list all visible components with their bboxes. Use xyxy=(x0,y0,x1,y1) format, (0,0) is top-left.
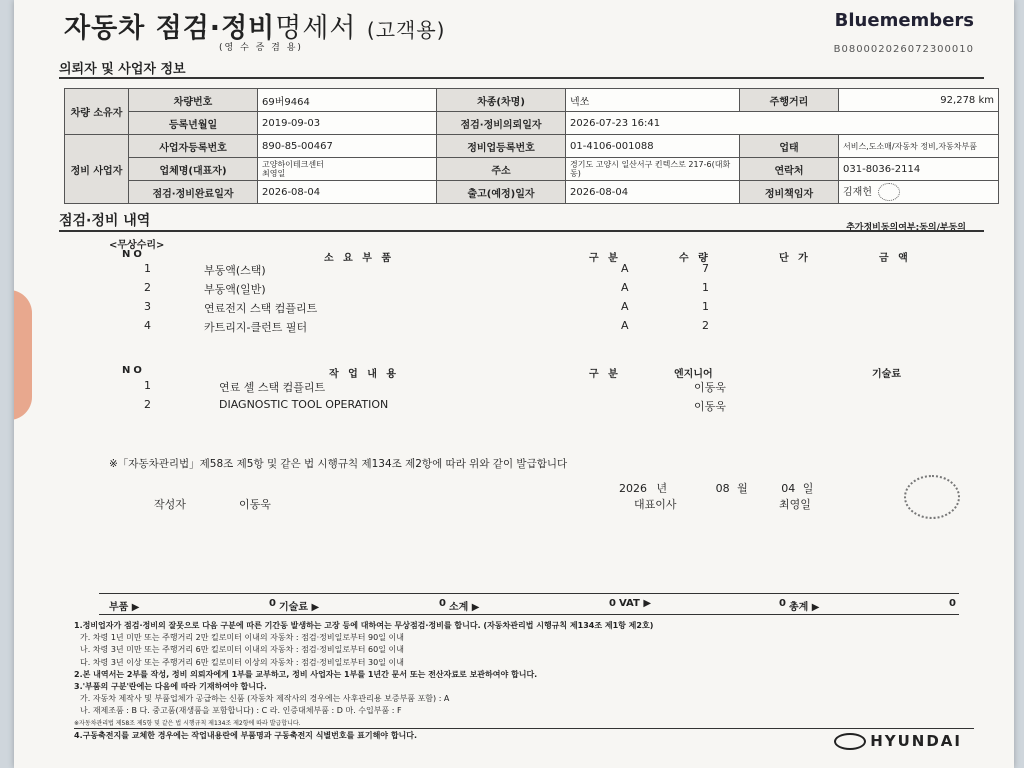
done-date: 2026-08-04 xyxy=(258,181,437,204)
parts-header-amount: 금 액 xyxy=(879,253,911,264)
works-row-name: DIAGNOSTIC TOOL OPERATION xyxy=(219,398,389,411)
owner-group-label: 차량 소유자 xyxy=(65,89,129,135)
legal-note-line: 가. 자동차 제작사 및 부품업체가 공급하는 신품 (자동차 제작사의 경우에는 사후관리용 보증부품 포함) : A xyxy=(80,694,450,704)
parts-row-no: 1 xyxy=(144,262,151,275)
total-value: 0 xyxy=(949,598,956,609)
info-table xyxy=(64,88,999,204)
parts-row-no: 4 xyxy=(144,319,151,332)
parts-row-name: 부동액(스택) xyxy=(204,264,266,277)
legal-notes xyxy=(74,620,954,742)
manager-stamp-icon xyxy=(878,183,900,201)
parts-header-no: NO xyxy=(122,249,145,260)
divider xyxy=(99,614,959,615)
parts-row-name: 카트리지-클런트 필터 xyxy=(204,321,308,334)
divider xyxy=(99,593,959,594)
address-label: 주소 xyxy=(437,158,566,181)
parts-row-name: 연료전지 스택 컴플리트 xyxy=(204,302,318,315)
works-header-engineer: 엔지니어 xyxy=(674,369,713,380)
legal-note-line: ※자동차관리법 제58조 제5항 및 같은 법 시행규칙 제134조 제2항에 따라 발급합니다. xyxy=(74,719,301,727)
writer-label: 작성자 xyxy=(154,498,186,511)
works-header-fee: 기술료 xyxy=(872,369,901,380)
works-header-no: NO xyxy=(122,365,145,376)
contact: 031-8036-2114 xyxy=(839,158,999,181)
address: 경기도 고양시 일산서구 킨텍스로 217-6(대화동) xyxy=(566,158,740,181)
manager: 김재헌 xyxy=(843,187,872,198)
title-paren: (고객용) xyxy=(366,18,446,42)
ceo-name: 최영일 xyxy=(779,498,811,511)
release-date-label: 출고(예정)일자 xyxy=(437,181,566,204)
parts-row-no: 2 xyxy=(144,281,151,294)
repair-no-label: 정비업등록번호 xyxy=(437,135,566,158)
section-info-title: 의뢰자 및 사업자 정보 xyxy=(59,62,186,77)
hyundai-logo-text: HYUNDAI xyxy=(870,732,962,750)
issuance-notice: ※「자동차관리법」제58조 제5항 및 같은 법 시행규칙 제134조 제2항에 따라 위와 같이 발급합니다 xyxy=(109,458,568,470)
parts-row-name: 부동액(일반) xyxy=(204,283,266,296)
parts-row-type: A xyxy=(621,262,629,275)
total-value: 0 xyxy=(269,598,276,609)
model-label: 차종(차명) xyxy=(437,89,566,112)
release-date: 2026-08-04 xyxy=(566,181,740,204)
reg-date-label: 등록년월일 xyxy=(129,112,258,135)
legal-note-line: 2.본 내역서는 2부를 작성, 정비 의뢰자에게 1부를 교부하고, 정비 사업자는 1부를 1년간 문서 또는 전산자료로 보관하여야 합니다. xyxy=(74,669,538,679)
total-label: 부품 ▶ xyxy=(109,602,140,613)
total-label: 총계 ▶ xyxy=(789,602,820,613)
company-rep: 최영일 xyxy=(262,169,286,178)
works-row-engineer: 이동욱 xyxy=(694,381,726,394)
total-label: 기술료 ▶ xyxy=(279,602,320,613)
works-row-engineer: 이동욱 xyxy=(694,400,726,413)
biz-type: 서비스,도소매/자동차 정비,자동차부품 xyxy=(839,135,999,158)
request-date-label: 점검·정비의뢰일자 xyxy=(437,112,566,135)
manager-cell xyxy=(839,181,999,204)
works-row-no: 1 xyxy=(144,379,151,392)
finger-holding-paper xyxy=(14,290,32,420)
title-light: 명세서 xyxy=(275,13,357,44)
total-value: 0 xyxy=(609,598,616,609)
parts-row-type: A xyxy=(621,319,629,332)
vehicle-no: 69버9464 xyxy=(258,89,437,112)
issue-day: 04 xyxy=(781,482,796,495)
company-name-cell xyxy=(258,158,437,181)
brand-logo-text: Bluemembers xyxy=(834,10,974,31)
hyundai-mark-icon xyxy=(834,733,866,750)
contact-label: 연락처 xyxy=(740,158,839,181)
divider xyxy=(59,77,984,79)
parts-header-name: 소 요 부 품 xyxy=(324,253,395,264)
works-row-no: 2 xyxy=(144,398,151,411)
section-detail-title: 점검·정비 내역 xyxy=(59,213,151,229)
total-label: VAT ▶ xyxy=(619,598,652,609)
parts-row-no: 3 xyxy=(144,300,151,313)
repair-no: 01-4106-001088 xyxy=(566,135,740,158)
request-date: 2026-07-23 16:41 xyxy=(566,112,999,135)
mileage-label: 주행거리 xyxy=(740,89,839,112)
issue-date xyxy=(619,480,813,496)
legal-note-line: 1.정비업자가 점검·정비의 잘못으로 다음 구분에 따른 기간동 발생하는 고장 등에 대하여는 무상점검·정비를 합니다. (자동차관리법 시행규칙 제134조 제1항 제2호) xyxy=(74,621,654,630)
mileage: 92,278 km xyxy=(839,89,999,112)
parts-row-qty: 1 xyxy=(702,300,709,313)
document-number: B080002026072300010 xyxy=(833,44,974,55)
total-label: 소계 ▶ xyxy=(449,602,480,613)
works-header-type: 구 분 xyxy=(589,369,621,380)
works-header-name: 작 업 내 용 xyxy=(329,369,400,380)
parts-header-price: 단 가 xyxy=(779,253,811,264)
parts-row-type: A xyxy=(621,281,629,294)
parts-row-qty: 1 xyxy=(702,281,709,294)
company-name-label: 업체명(대표자) xyxy=(129,158,258,181)
legal-note-line: 가. 차령 1년 미만 또는 주행거리 2만 킬로미터 이내의 자동차 : 점검·정비일로부터 90일 이내 xyxy=(80,633,404,643)
reg-date: 2019-09-03 xyxy=(258,112,437,135)
manager-label: 정비책임자 xyxy=(740,181,839,204)
writer-name: 이동욱 xyxy=(239,498,271,511)
biz-type-label: 업태 xyxy=(740,135,839,158)
issue-year: 2026 xyxy=(619,482,647,495)
company-name: 고양하이테크센터 xyxy=(262,160,324,169)
vehicle-no-label: 차량번호 xyxy=(129,89,258,112)
company-seal-icon xyxy=(904,475,960,519)
parts-row-qty: 7 xyxy=(702,262,709,275)
service-statement-document xyxy=(14,0,1014,768)
business-group-label: 정비 사업자 xyxy=(65,135,129,204)
biz-no: 890-85-00467 xyxy=(258,135,437,158)
hyundai-logo xyxy=(834,732,962,750)
issue-month: 08 xyxy=(715,482,730,495)
model: 넥쏘 xyxy=(566,89,740,112)
legal-note-line: 나. 재제조품 : B 다. 중고품(재생품을 포함합니다) : C 라. 인증대체부품 : D 마. 수입부품 : F xyxy=(80,706,402,716)
issue-day-unit: 일 xyxy=(802,482,814,495)
legal-note-line: 3.'부품의 구분'란에는 다음에 따라 기재하여야 합니다. xyxy=(74,682,267,692)
divider xyxy=(59,230,984,232)
total-value: 0 xyxy=(439,598,446,609)
legal-note-line: 나. 차령 3년 미만 또는 주행거리 6만 킬로미터 이내의 자동차 : 점검·정비일로부터 60일 이내 xyxy=(80,645,404,655)
done-date-label: 점검·정비완료일자 xyxy=(129,181,258,204)
parts-row-type: A xyxy=(621,300,629,313)
works-row-name: 연료 셀 스택 컴플리트 xyxy=(219,381,326,394)
parts-row-qty: 2 xyxy=(702,319,709,332)
biz-no-label: 사업자등록번호 xyxy=(129,135,258,158)
title-bold: 자동차 점검·정비 xyxy=(64,13,276,44)
parts-group-label: <무상수리> xyxy=(109,240,165,251)
ceo-label: 대표이사 xyxy=(634,498,677,511)
document-subtitle: (영 수 증 겸 용) xyxy=(219,43,303,53)
divider xyxy=(74,728,974,729)
consent-status: 추가정비동의여부:동의/부동의 xyxy=(846,223,966,233)
legal-note-line: 다. 차령 3년 이상 또는 주행거리 6만 킬로미터 이상의 자동차 : 점검·정비일로부터 30일 이내 xyxy=(80,657,404,667)
issue-year-unit: 년 xyxy=(656,482,668,495)
total-value: 0 xyxy=(779,598,786,609)
parts-header-qty: 수 량 xyxy=(679,253,711,264)
issue-month-unit: 월 xyxy=(737,482,748,495)
parts-header-type: 구 분 xyxy=(589,253,621,264)
legal-note-line: 4.구동축전지를 교체한 경우에는 작업내용란에 부품명과 구동축전지 식별번호를 표기해야 합니다. xyxy=(74,730,418,740)
